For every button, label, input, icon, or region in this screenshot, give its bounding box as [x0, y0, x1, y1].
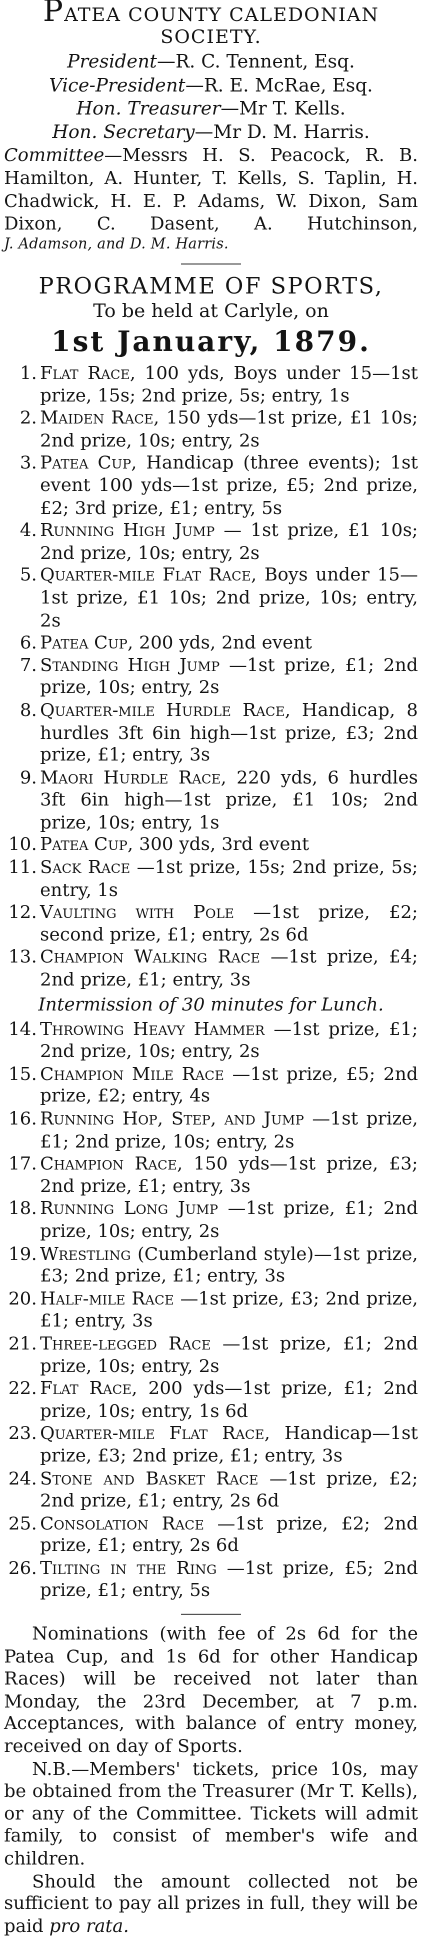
- event-details: —1st prize, £2; 2nd prize, £1; entry, 2s 6d: [40, 1468, 418, 1512]
- event-number: 18.: [8, 1198, 37, 1220]
- event-item: [4, 1154, 418, 1199]
- event-details: —1st prize, 15s; 2nd prize, 5s; entry, 1s: [40, 857, 418, 901]
- officer-role: Hon. Secretary: [52, 121, 195, 143]
- event-details: —1st prize, £1; 2nd prize, 10s; entry, 2s: [40, 1198, 418, 1242]
- event-name: Maiden Race,: [40, 407, 160, 429]
- event-item: [4, 1019, 418, 1064]
- event-item: [4, 1513, 418, 1558]
- event-details: 150 yds—1st prize, £3; 2nd prize, £1; entry, 3s: [40, 1153, 418, 1197]
- members-tickets-note: N.B.—Members' tickets, price 10s, may be obtained from the Treasurer (Mr T. Kells), or any of the Committee. Tickets will admit family, to consist of member's wife and children.: [4, 1758, 418, 1870]
- nominations-note: Nominations (with fee of 2s 6d for the Patea Cup, and 1s 6d for other Handicap Races) will be received not later than Monday, the 23rd December, at 7 p.m. Acceptances, with balance of entry money, received on day of Sports.: [4, 1623, 418, 1758]
- title-initial: P: [42, 0, 65, 29]
- event-name: Standing High Jump: [40, 655, 220, 676]
- officer-secretary: Hon. Secretary—Mr D. M. Harris.: [52, 121, 370, 143]
- event-number: 5.: [19, 565, 37, 587]
- programme-title: PROGRAMME OF SPORTS,: [38, 273, 384, 300]
- event-number: 3.: [19, 452, 37, 474]
- event-number: 19.: [8, 1243, 37, 1265]
- programme-date: 1st January, 1879.: [51, 325, 371, 358]
- event-details: 300 yds, 3rd event: [139, 834, 310, 856]
- event-name: Vaulting with Pole: [40, 902, 235, 924]
- event-number: 25.: [8, 1513, 37, 1534]
- event-name: Stone and Basket Race: [40, 1468, 259, 1490]
- event-number: 14.: [8, 1018, 37, 1040]
- event-item: [4, 565, 418, 632]
- event-details: 200 yds, 2nd event: [139, 632, 313, 654]
- event-number: 12.: [8, 902, 37, 924]
- event-details: —1st prize, £2; 2nd prize, £1; entry, 2s 6d: [40, 1513, 418, 1557]
- event-number: 8.: [19, 699, 37, 721]
- officer-role: Vice-President: [49, 75, 186, 96]
- event-number: 20.: [8, 1288, 37, 1310]
- committee-role: Committee: [4, 145, 105, 167]
- event-name: Patea Cup,: [40, 632, 134, 654]
- event-details: Boys under 15—1st prize, £1 10s; 2nd prize, 10s; entry, 2s: [40, 565, 418, 631]
- event-item: [4, 453, 418, 520]
- event-details: —1st prize, £5; 2nd prize, £1; entry, 5s: [40, 1558, 418, 1602]
- event-details: 100 yds, Boys under 15—1st prize, 15s; 2nd prize, 5s; entry, 1s: [40, 362, 418, 407]
- event-details: —1st prize, £1; 2nd prize, 10s; entry, 2s: [40, 1018, 418, 1063]
- event-number: 7.: [19, 655, 37, 676]
- officer-name: Mr T. Kells.: [239, 98, 346, 120]
- event-number: 26.: [8, 1558, 37, 1579]
- event-details: —1st prize, £2; second prize, £1; entry, 2s 6d: [40, 902, 418, 946]
- event-item: [4, 1109, 418, 1154]
- event-item: [4, 408, 418, 453]
- event-name: Quarter-mile Flat Race,: [40, 1423, 271, 1445]
- event-number: 23.: [8, 1423, 37, 1445]
- event-name: Champion Race,: [40, 1153, 183, 1175]
- event-number: 11.: [8, 857, 37, 879]
- event-name: Consolation Race: [40, 1513, 205, 1534]
- event-details: — 1st prize, £1 10s; 2nd prize, 10s; entry, 2s: [40, 520, 418, 564]
- event-item: [4, 857, 418, 902]
- event-item: [4, 902, 418, 947]
- officer-treasurer: Hon. Treasurer—Mr T. Kells.: [76, 98, 346, 120]
- event-details: —1st prize, £1; 2nd prize, 10s; entry, 2s: [40, 655, 418, 699]
- committee-list: Committee—Messrs H. S. Peacock, R. B. Hamilton, A. Hunter, T. Kells, S. Taplin, H. Chadwick, H. E. P. Adams, W. Dixon, Sam Dixon, C. Dasent, A. Hutchinson,: [4, 145, 418, 235]
- officer-role: Hon. Treasurer: [76, 98, 221, 120]
- event-name: Patea Cup,: [40, 452, 137, 474]
- event-item: [4, 835, 418, 857]
- event-item: [4, 1199, 418, 1244]
- pro-rata-note: [4, 1871, 418, 1938]
- event-number: 17.: [8, 1153, 37, 1175]
- event-item: [4, 1288, 418, 1333]
- event-name: Sack Race: [40, 857, 131, 879]
- event-number: 9.: [19, 767, 37, 789]
- event-details: 200 yds—1st prize, £1; 2nd prize, 10s; entry, 1s 6d: [40, 1378, 418, 1422]
- event-name: Wrestling: [40, 1243, 131, 1265]
- event-number: 15.: [8, 1063, 37, 1085]
- event-name: Throwing Heavy Hammer: [40, 1018, 265, 1040]
- event-details: 220 yds, 6 hurdles 3ft 6in high—1st prize, £1 10s; 2nd prize, 10s; entry, 1s: [40, 767, 418, 834]
- programme-subtitle: To be held at Carlyle, on: [93, 300, 329, 323]
- officer-name: Mr D. M. Harris.: [213, 121, 370, 143]
- event-name: Running Long Jump: [40, 1198, 219, 1220]
- event-item: [4, 1558, 418, 1603]
- society-title: [4, 0, 418, 48]
- event-item: [4, 947, 418, 992]
- event-item: [4, 1064, 418, 1109]
- event-number: 21.: [8, 1333, 37, 1355]
- event-details: —1st prize, £4; 2nd prize, £1; entry, 3s: [40, 947, 418, 991]
- committee-members: Messrs H. S. Peacock, R. B. Hamilton, A. Hunter, T. Kells, S. Taplin, H. Chadwick, H. E. P. Adams, W. Dixon, Sam Dixon, C. Dasent, A. Hutchinson,: [4, 145, 418, 235]
- event-name: Quarter-mile Hurdle Race,: [40, 699, 291, 721]
- officer-vice-president: Vice-President—R. E. McRae, Esq.: [49, 75, 373, 96]
- event-name: Half-mile Race: [40, 1288, 174, 1310]
- divider: [181, 1614, 241, 1615]
- event-name: Patea Cup,: [40, 834, 134, 856]
- event-item: [4, 1244, 418, 1289]
- event-item: [4, 700, 418, 767]
- event-item: [4, 633, 418, 655]
- officer-name: R. E. McRae, Esq.: [203, 75, 373, 96]
- event-item: [4, 767, 418, 834]
- event-details: —1st prize, £1; 2nd prize, 10s; entry, 2s: [40, 1108, 418, 1153]
- events-list-part1: [4, 363, 418, 992]
- event-details: Handicap—1st prize, £3; 2nd prize, £1; entry, 3s: [40, 1423, 418, 1467]
- event-item: [4, 1423, 418, 1468]
- officer-president: President—R. C. Tennent, Esq.: [67, 51, 355, 73]
- event-details: 150 yds—1st prize, £1 10s; 2nd prize, 10s; entry, 2s: [40, 407, 418, 452]
- event-name: Running Hop, Step, and Jump: [40, 1108, 304, 1130]
- event-number: 10.: [8, 834, 37, 856]
- event-details: Handicap (three events); 1st event 100 yds—1st prize, £5; 2nd prize, £2; 3rd prize, £1; entry, 5s: [40, 452, 418, 519]
- event-item: [4, 655, 418, 700]
- event-item: [4, 520, 418, 565]
- events-list-part2: [4, 1019, 418, 1603]
- pro-rata-italic: pro rata.: [49, 1915, 129, 1937]
- event-number: 1.: [19, 362, 37, 384]
- title-rest: ATEA COUNTY CALEDONIAN SOCIETY.: [64, 3, 380, 48]
- event-number: 16.: [8, 1108, 37, 1130]
- event-details: —1st prize, £3; 2nd prize, £1; entry, 3s: [40, 1288, 418, 1332]
- event-number: 24.: [8, 1468, 37, 1490]
- event-name: Quarter-mile Flat Race,: [40, 565, 257, 587]
- event-number: 22.: [8, 1378, 37, 1400]
- event-details: (Cumberland style)—1st prize, £3; 2nd prize, £1; entry, 3s: [40, 1243, 418, 1287]
- event-details: —1st prize, £5; 2nd prize, £2; entry, 4s: [40, 1063, 418, 1108]
- event-name: Flat Race,: [40, 1378, 138, 1400]
- event-details: —1st prize, £1; 2nd prize, 10s; entry, 2s: [40, 1333, 418, 1377]
- divider: [181, 264, 241, 265]
- event-details: Handicap, 8 hurdles 3ft 6in high—1st prize, £3; 2nd prize, £1; entry, 3s: [40, 699, 418, 766]
- event-name: Three-legged Race: [40, 1333, 211, 1355]
- event-name: Running High Jump: [40, 520, 215, 542]
- event-item: [4, 363, 418, 408]
- event-number: 13.: [8, 947, 37, 968]
- intermission-note: Intermission of 30 minutes for Lunch.: [38, 993, 384, 1015]
- event-item: [4, 1333, 418, 1378]
- event-name: Tilting in the Ring: [40, 1558, 217, 1579]
- event-number: 6.: [19, 632, 37, 654]
- event-name: Maori Hurdle Race,: [40, 767, 227, 789]
- event-number: 2.: [19, 407, 37, 429]
- event-name: Flat Race,: [40, 362, 136, 384]
- officer-role: President: [67, 51, 157, 73]
- event-item: [4, 1468, 418, 1513]
- event-name: Champion Mile Race: [40, 1063, 225, 1085]
- pro-rata-text: Should the amount collected not be sufficient to pay all prizes in full, they will be paid: [4, 1870, 418, 1937]
- committee-members-tail: J. Adamson, and D. M. Harris.: [4, 236, 229, 253]
- event-item: [4, 1378, 418, 1423]
- event-number: 4.: [19, 520, 37, 542]
- officer-name: R. C. Tennent, Esq.: [175, 51, 355, 73]
- event-name: Champion Walking Race: [40, 947, 261, 968]
